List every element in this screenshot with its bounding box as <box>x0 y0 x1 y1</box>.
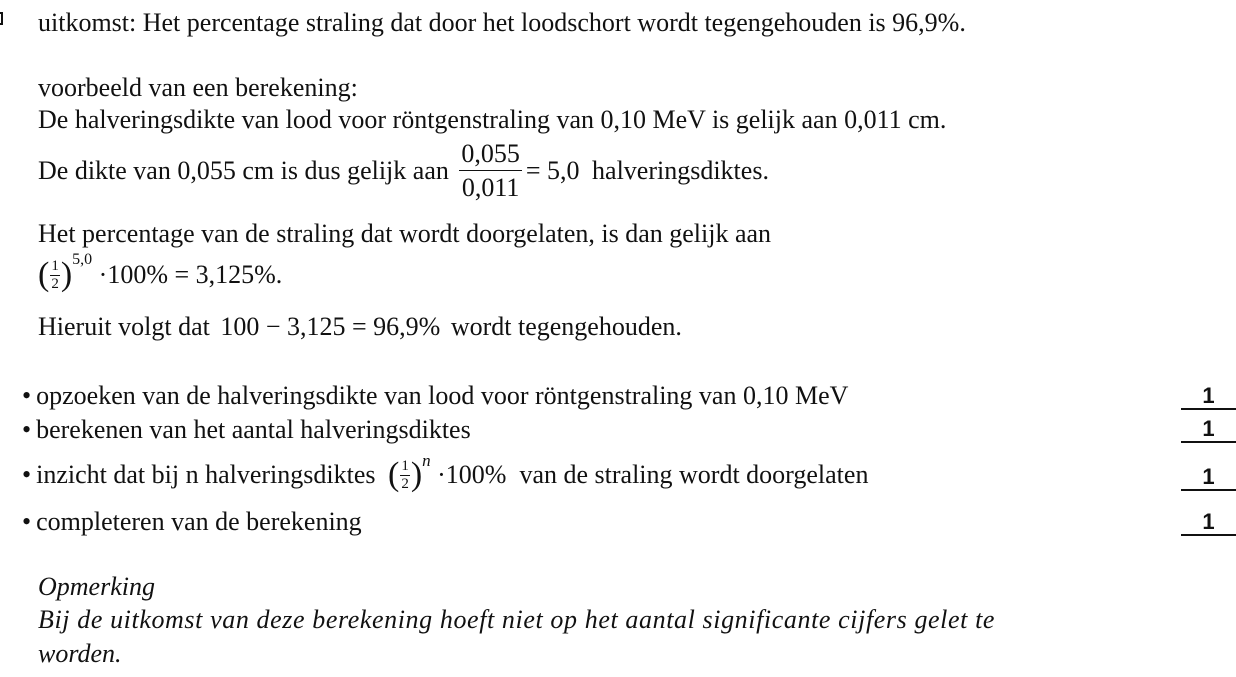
bullet: • <box>22 507 32 536</box>
fraction-result: = 5,0 <box>525 156 580 185</box>
half-numerator: 1 <box>51 257 59 274</box>
criterion-text: berekenen van het aantal halveringsdiktes <box>36 415 471 444</box>
calc-line-4 <box>38 251 283 293</box>
remark-line-1: Bij de uitkomst van deze berekening hoeft niet op het aantal significante cijfers gelet te <box>38 605 996 634</box>
exponent: n <box>422 451 431 470</box>
left-paren: ( <box>38 256 50 293</box>
score-3: 1 <box>1181 466 1236 491</box>
half-numerator: 1 <box>401 457 409 474</box>
calc-line-3: Het percentage van de straling dat wordt doorgelaten, is dan gelijk aan <box>38 219 772 248</box>
calc-line-5-pre: Hieruit volgt dat <box>38 312 210 341</box>
bullet: • <box>22 381 32 410</box>
calc-line-1: De halveringsdikte van lood voor röntgenstraling van 0,10 MeV is gelijk aan 0,011 cm. <box>38 105 947 134</box>
half-fraction <box>50 259 60 292</box>
criterion-1 <box>22 383 848 409</box>
remark-heading: Opmerking <box>38 572 155 601</box>
fraction <box>459 141 522 201</box>
calc-line-5 <box>38 314 682 340</box>
half-denominator: 2 <box>51 275 59 292</box>
remark-line-2: worden. <box>38 639 122 668</box>
left-paren: ( <box>387 456 400 493</box>
right-paren: ) <box>410 456 423 493</box>
example-heading: voorbeeld van een berekening: <box>38 73 358 102</box>
exponent: 5,0 <box>72 251 93 268</box>
criterion-3 <box>22 451 869 493</box>
criterion-text-post: ·100% van de straling wordt doorgelaten <box>437 460 869 489</box>
checkbox-icon <box>0 12 3 25</box>
outcome-line: uitkomst: Het percentage straling dat door het loodschort wordt tegengehouden is 96,9%. <box>38 8 966 37</box>
criterion-text: opzoeken van de halveringsdikte van lood voor röntgenstraling van 0,10 MeV <box>36 381 849 410</box>
fraction-denominator: 0,011 <box>461 173 520 202</box>
score-2: 1 <box>1181 418 1236 443</box>
fraction-numerator: 0,055 <box>459 141 522 171</box>
score-4: 1 <box>1181 511 1236 536</box>
calc-line-5-math: 100 − 3,125 = 96,9% <box>220 312 441 341</box>
criterion-text: completeren van de berekening <box>36 507 362 536</box>
score-1: 1 <box>1181 385 1236 410</box>
calc-line-2 <box>38 141 769 201</box>
right-paren: ) <box>60 256 73 293</box>
criterion-2 <box>22 417 471 443</box>
half-fraction <box>400 459 410 492</box>
calc-line-5-post: wordt tegengehouden. <box>450 312 682 341</box>
calc-line-4-rest: ·100% = 3,125%. <box>98 260 283 289</box>
criterion-text-pre: inzicht dat bij n halveringsdiktes <box>36 460 376 489</box>
calc-line-2-post: halveringsdiktes. <box>592 156 769 185</box>
bullet: • <box>22 415 32 444</box>
bullet: • <box>22 460 32 489</box>
calc-line-2-pre: De dikte van 0,055 cm is dus gelijk aan <box>38 156 449 185</box>
half-denominator: 2 <box>401 475 409 492</box>
criterion-4 <box>22 509 362 535</box>
